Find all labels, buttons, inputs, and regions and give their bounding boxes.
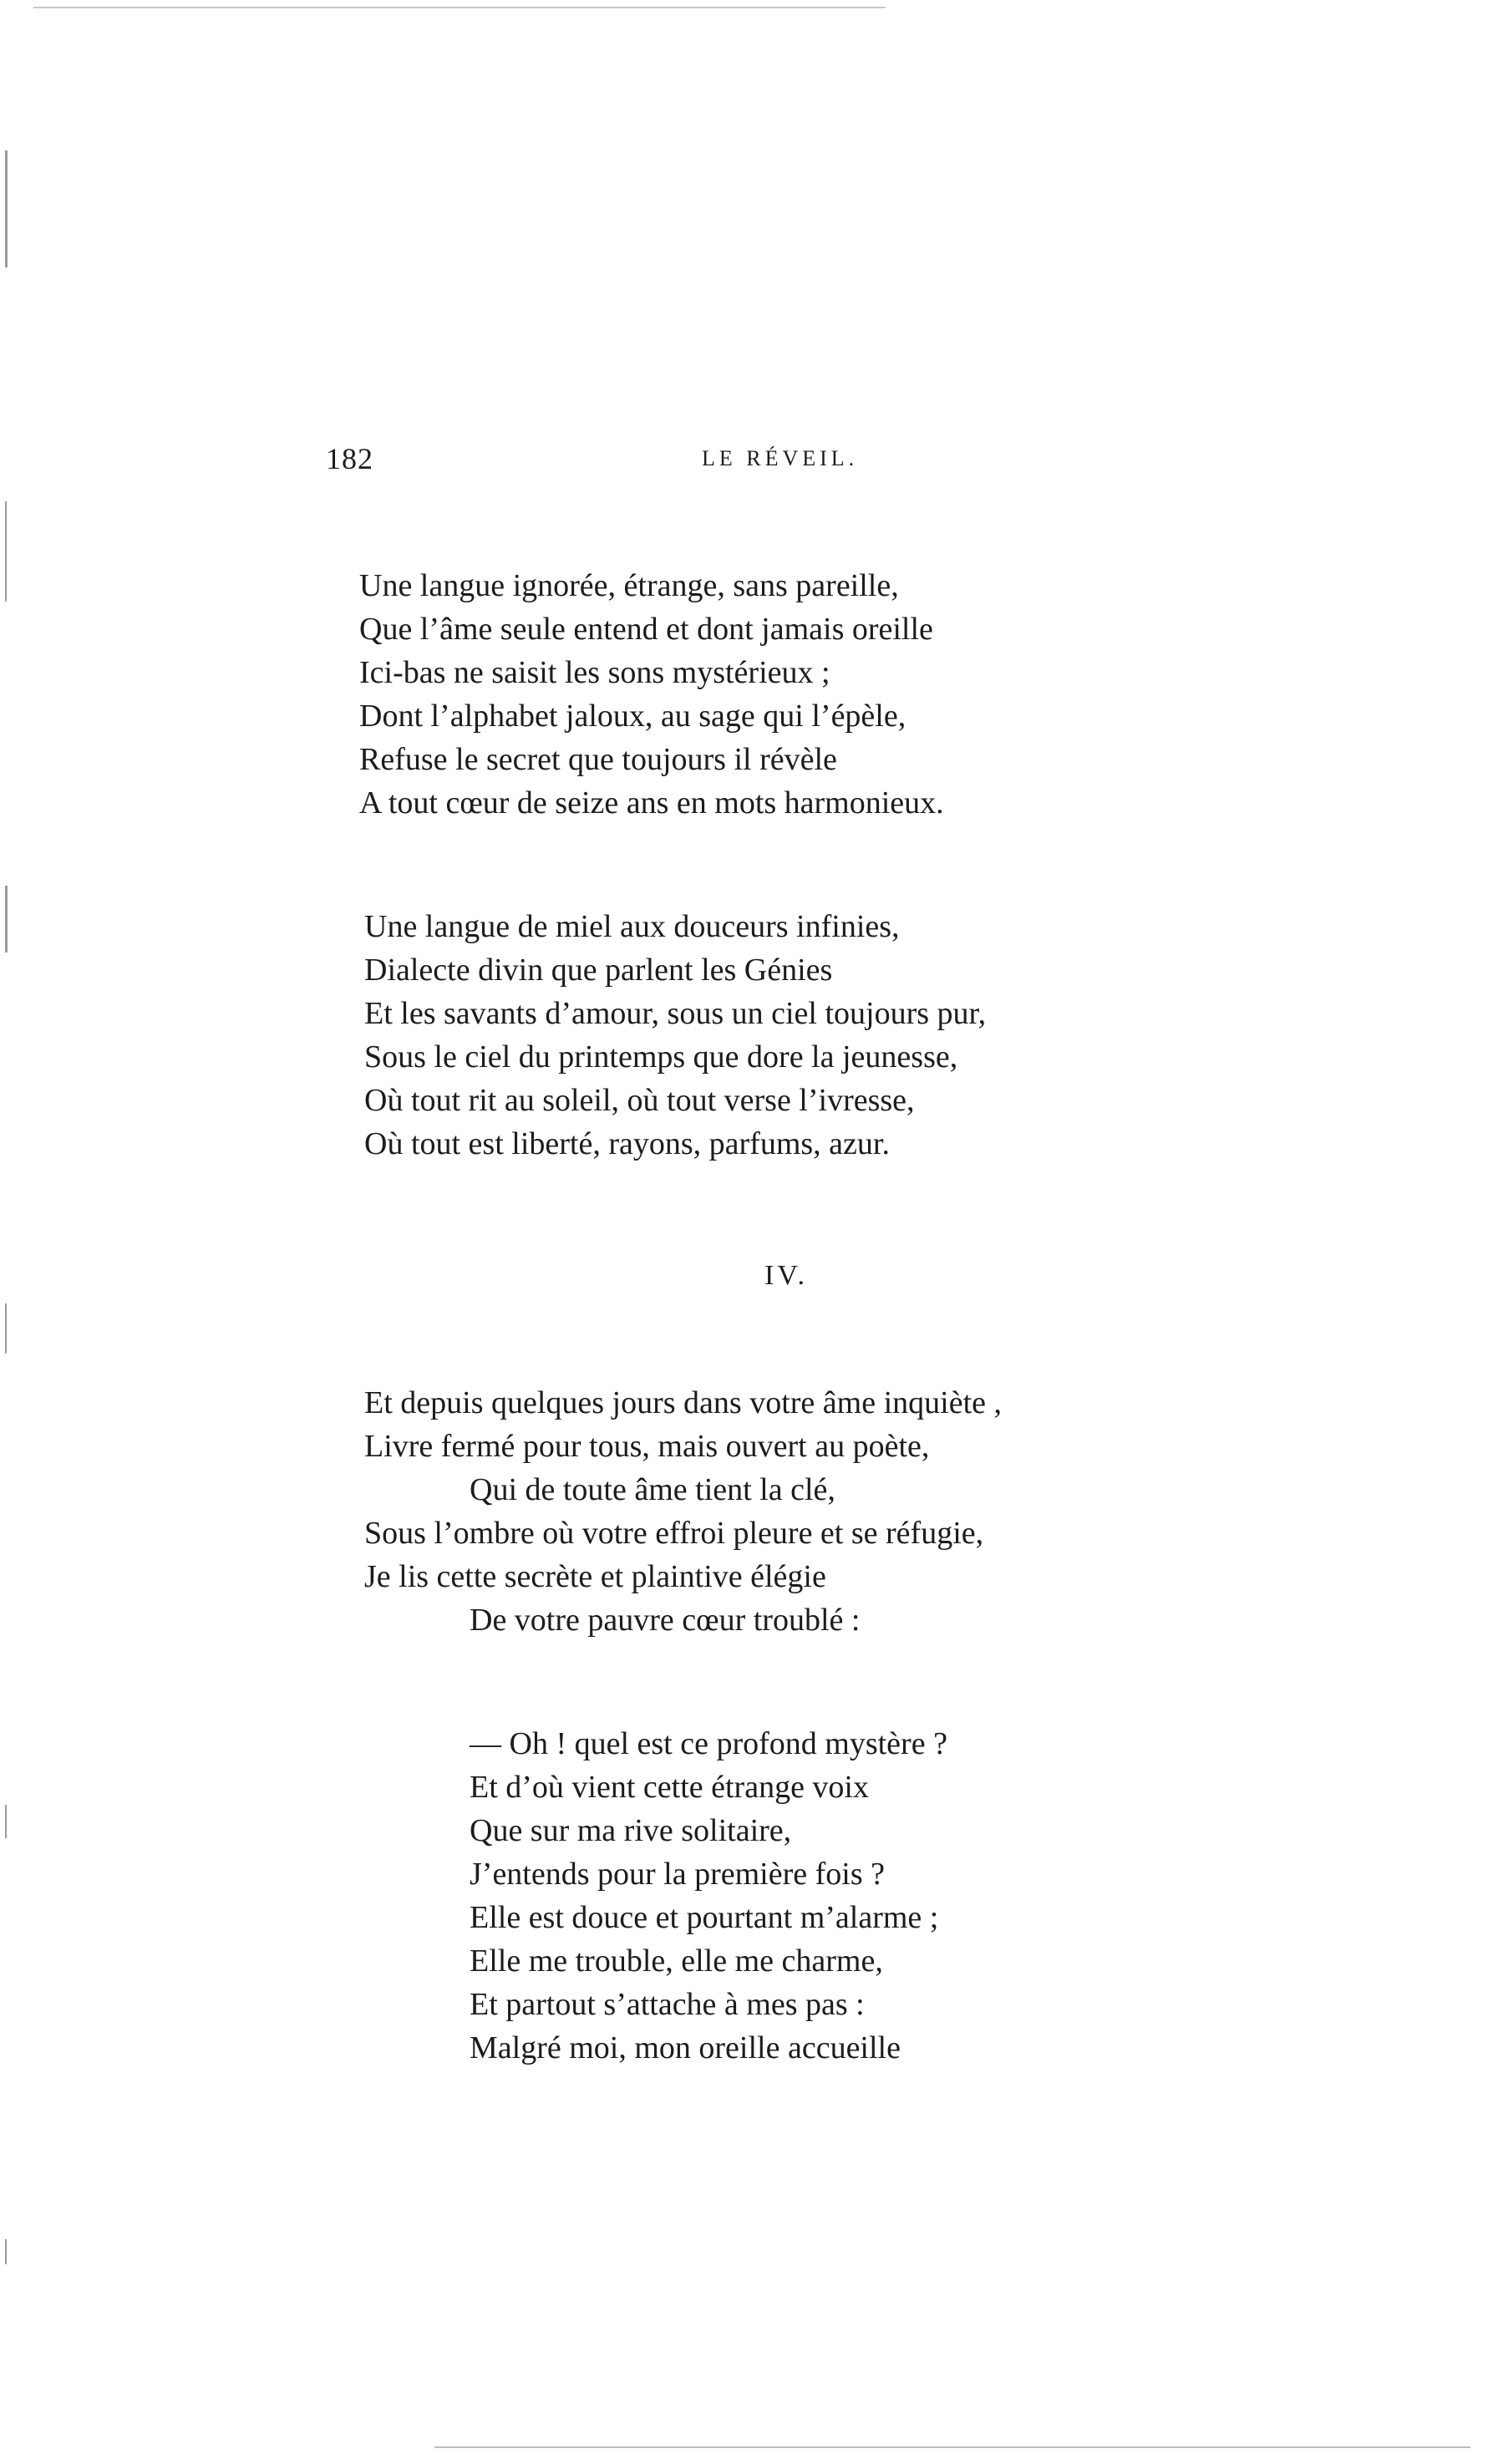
scan-edge-top: [33, 7, 886, 8]
verse-line: Où tout est liberté, rayons, parfums, azur.: [364, 1126, 890, 1161]
page-header: [326, 441, 911, 478]
section-heading: IV.: [764, 1260, 808, 1291]
scan-margin-mark: [5, 150, 8, 267]
verse-line: Ici-bas ne saisit les sons mystérieux ;: [359, 655, 830, 690]
page-number: 182: [326, 442, 373, 475]
scan-margin-mark: [5, 1805, 7, 1838]
verse-line: Refuse le secret que toujours il révèle: [359, 742, 837, 777]
scan-margin-mark: [5, 2239, 7, 2264]
verse-line: Qui de toute âme tient la clé,: [470, 1472, 835, 1507]
verse-line: Elle me trouble, elle me charme,: [470, 1943, 883, 1979]
verse-line: Dialecte divin que parlent les Génies: [364, 953, 833, 988]
verse-line: Elle est douce et pourtant m’alarme ;: [470, 1900, 939, 1935]
verse-line: Une langue de miel aux douceurs infinies,: [364, 909, 900, 944]
verse-line: Et partout s’attache à mes pas :: [470, 1987, 865, 2022]
verse-line: Et d’où vient cette étrange voix: [470, 1770, 869, 1805]
verse-line: A tout cœur de seize ans en mots harmonieux.: [359, 785, 944, 820]
scan-margin-mark: [5, 1303, 7, 1354]
verse-line: Et les savants d’amour, sous un ciel toujours pur,: [364, 996, 987, 1031]
verse-line: Où tout rit au soleil, où tout verse l’ivresse,: [364, 1083, 915, 1118]
verse-line: Malgré moi, mon oreille accueille: [470, 2030, 901, 2065]
verse-line: Livre fermé pour tous, mais ouvert au poète,: [364, 1429, 930, 1464]
verse-line: Que sur ma rive solitaire,: [470, 1813, 792, 1848]
verse-line: J’entends pour la première fois ?: [470, 1857, 885, 1892]
verse-line: Sous le ciel du printemps que dore la jeunesse,: [364, 1039, 958, 1075]
verse-line: Sous l’ombre où votre effroi pleure et se réfugie,: [364, 1516, 984, 1551]
verse-line: Que l’âme seule entend et dont jamais oreille: [359, 612, 933, 647]
scan-edge-bottom: [434, 2446, 1470, 2448]
verse-line: — Oh ! quel est ce profond mystère ?: [470, 1726, 947, 1761]
verse-line: Je lis cette secrète et plaintive élégie: [364, 1559, 826, 1594]
verse-line: De votre pauvre cœur troublé :: [470, 1603, 861, 1638]
scan-margin-mark: [5, 886, 8, 953]
running-title: LE RÉVEIL.: [702, 446, 859, 470]
scan-margin-mark: [5, 501, 7, 602]
verse-line: Dont l’alphabet jaloux, au sage qui l’épèle,: [359, 699, 906, 734]
verse-line: Et depuis quelques jours dans votre âme inquiète ,: [364, 1385, 1002, 1420]
verse-line: Une langue ignorée, étrange, sans pareille,: [359, 568, 899, 603]
